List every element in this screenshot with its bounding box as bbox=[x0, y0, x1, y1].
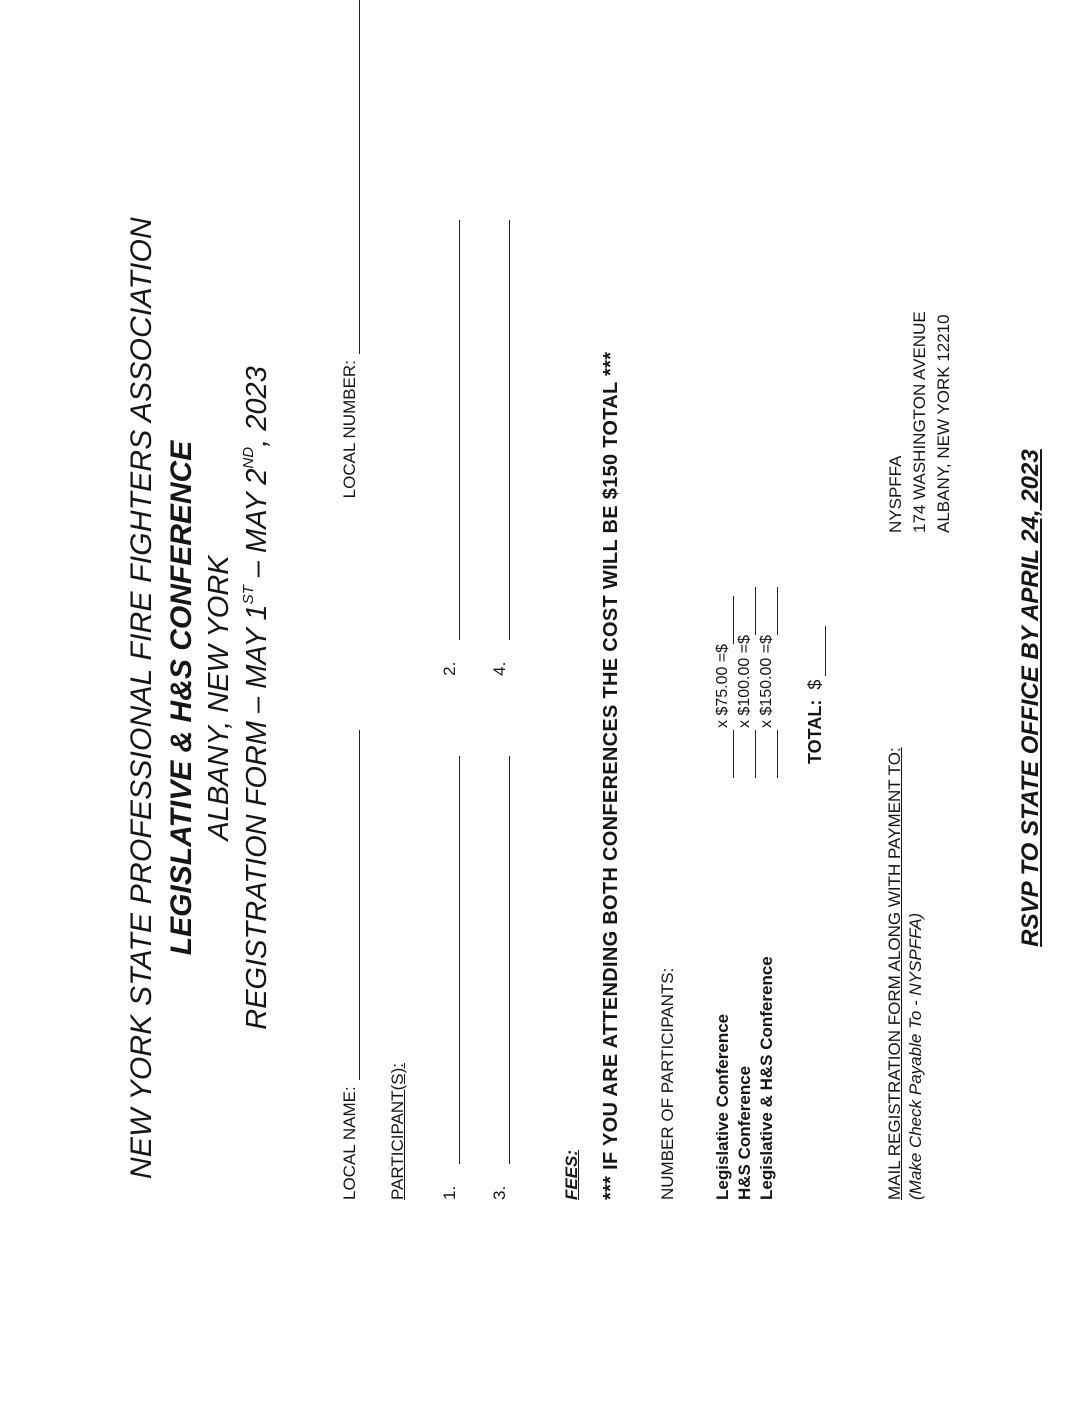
payable-to-note: (Make Check Payable To - NYSPFFA) bbox=[906, 912, 925, 1200]
fee-price-hs: x $100.00 =$ bbox=[736, 635, 753, 728]
rsvp-deadline: RSVP TO STATE OFFICE BY APRIL 24, 2023 bbox=[1017, 449, 1044, 947]
fee-price-legislative-row bbox=[712, 587, 734, 728]
total-row bbox=[805, 626, 826, 764]
dates-prefix: REGISTRATION FORM – MAY 1 bbox=[241, 604, 273, 1030]
participant-row-2 bbox=[490, 220, 510, 1200]
participant-3-label: 3. bbox=[490, 1185, 509, 1200]
local-number-label: LOCAL NUMBER: bbox=[340, 360, 359, 499]
dates-superscript-2: ND bbox=[240, 446, 257, 469]
fee-count-fields bbox=[712, 730, 778, 778]
legislative-count-field[interactable] bbox=[712, 730, 734, 778]
local-number-field[interactable] bbox=[341, 0, 360, 354]
location-line: ALBANY, NEW YORK bbox=[203, 555, 235, 841]
fee-price-both-row bbox=[756, 587, 778, 728]
participant-2-field[interactable] bbox=[441, 220, 460, 640]
dates-suffix: , 2023 bbox=[241, 366, 273, 447]
fee-price-both: x $150.00 =$ bbox=[758, 635, 775, 728]
local-name-label: LOCAL NAME: bbox=[340, 1086, 359, 1200]
participant-1-field[interactable] bbox=[441, 756, 460, 1164]
local-name-field[interactable] bbox=[341, 730, 360, 1080]
fee-name-both: Legislative & H&S Conference bbox=[757, 956, 776, 1200]
both-amount-field[interactable] bbox=[759, 587, 778, 635]
dates-superscript-1: ST bbox=[240, 585, 257, 605]
both-count-field[interactable] bbox=[756, 730, 778, 778]
participant-4-label: 4. bbox=[490, 661, 509, 676]
participant-3-field[interactable] bbox=[491, 756, 510, 1164]
total-dollar-sign: $ bbox=[805, 679, 825, 690]
address-line-3: ALBANY, NEW YORK 12210 bbox=[934, 314, 953, 533]
mailing-instructions bbox=[884, 747, 926, 1200]
dates-line bbox=[240, 148, 274, 1248]
fee-prices bbox=[712, 587, 778, 728]
fee-name-hs: H&S Conference bbox=[735, 1065, 754, 1200]
hs-amount-field[interactable] bbox=[737, 587, 756, 635]
conference-title: LEGISLATIVE & H&S CONFERENCE bbox=[165, 440, 198, 956]
fee-price-hs-row bbox=[734, 587, 756, 728]
fee-name-legislative: Legislative Conference bbox=[713, 1013, 732, 1200]
fee-names bbox=[712, 956, 778, 1200]
fee-price-legislative: x $75.00 =$ bbox=[714, 643, 731, 728]
hs-count-field[interactable] bbox=[734, 730, 756, 778]
participant-1-label: 1. bbox=[440, 1185, 459, 1200]
mailing-address bbox=[884, 311, 956, 533]
address-line-2: 174 WASHINGTON AVENUE bbox=[910, 311, 929, 533]
participant-row-1 bbox=[440, 220, 460, 1200]
both-conferences-notice: *** IF YOU ARE ATTENDING BOTH CONFERENCES THE COST WILL BE $150 TOTAL *** bbox=[600, 351, 622, 1200]
total-label: TOTAL: bbox=[805, 699, 825, 764]
legislative-amount-field[interactable] bbox=[715, 596, 734, 644]
address-line-1: NYSPFFA bbox=[886, 455, 905, 533]
participant-4-field[interactable] bbox=[491, 220, 510, 640]
number-of-participants-label: NUMBER OF PARTICIPANTS: bbox=[658, 967, 677, 1200]
dates-middle: – MAY 2 bbox=[241, 468, 273, 586]
fees-heading: FEES: bbox=[562, 1149, 581, 1200]
total-amount-field[interactable] bbox=[807, 626, 826, 676]
participant-2-label: 2. bbox=[440, 661, 459, 676]
mail-instruction: MAIL REGISTRATION FORM ALONG WITH PAYMENT TO: bbox=[885, 747, 904, 1200]
participants-label: PARTICIPANT(S): bbox=[388, 1063, 407, 1200]
association-title: NEW YORK STATE PROFESSIONAL FIRE FIGHTERS ASSOCIATION bbox=[125, 217, 158, 1179]
local-row bbox=[340, 0, 360, 1200]
